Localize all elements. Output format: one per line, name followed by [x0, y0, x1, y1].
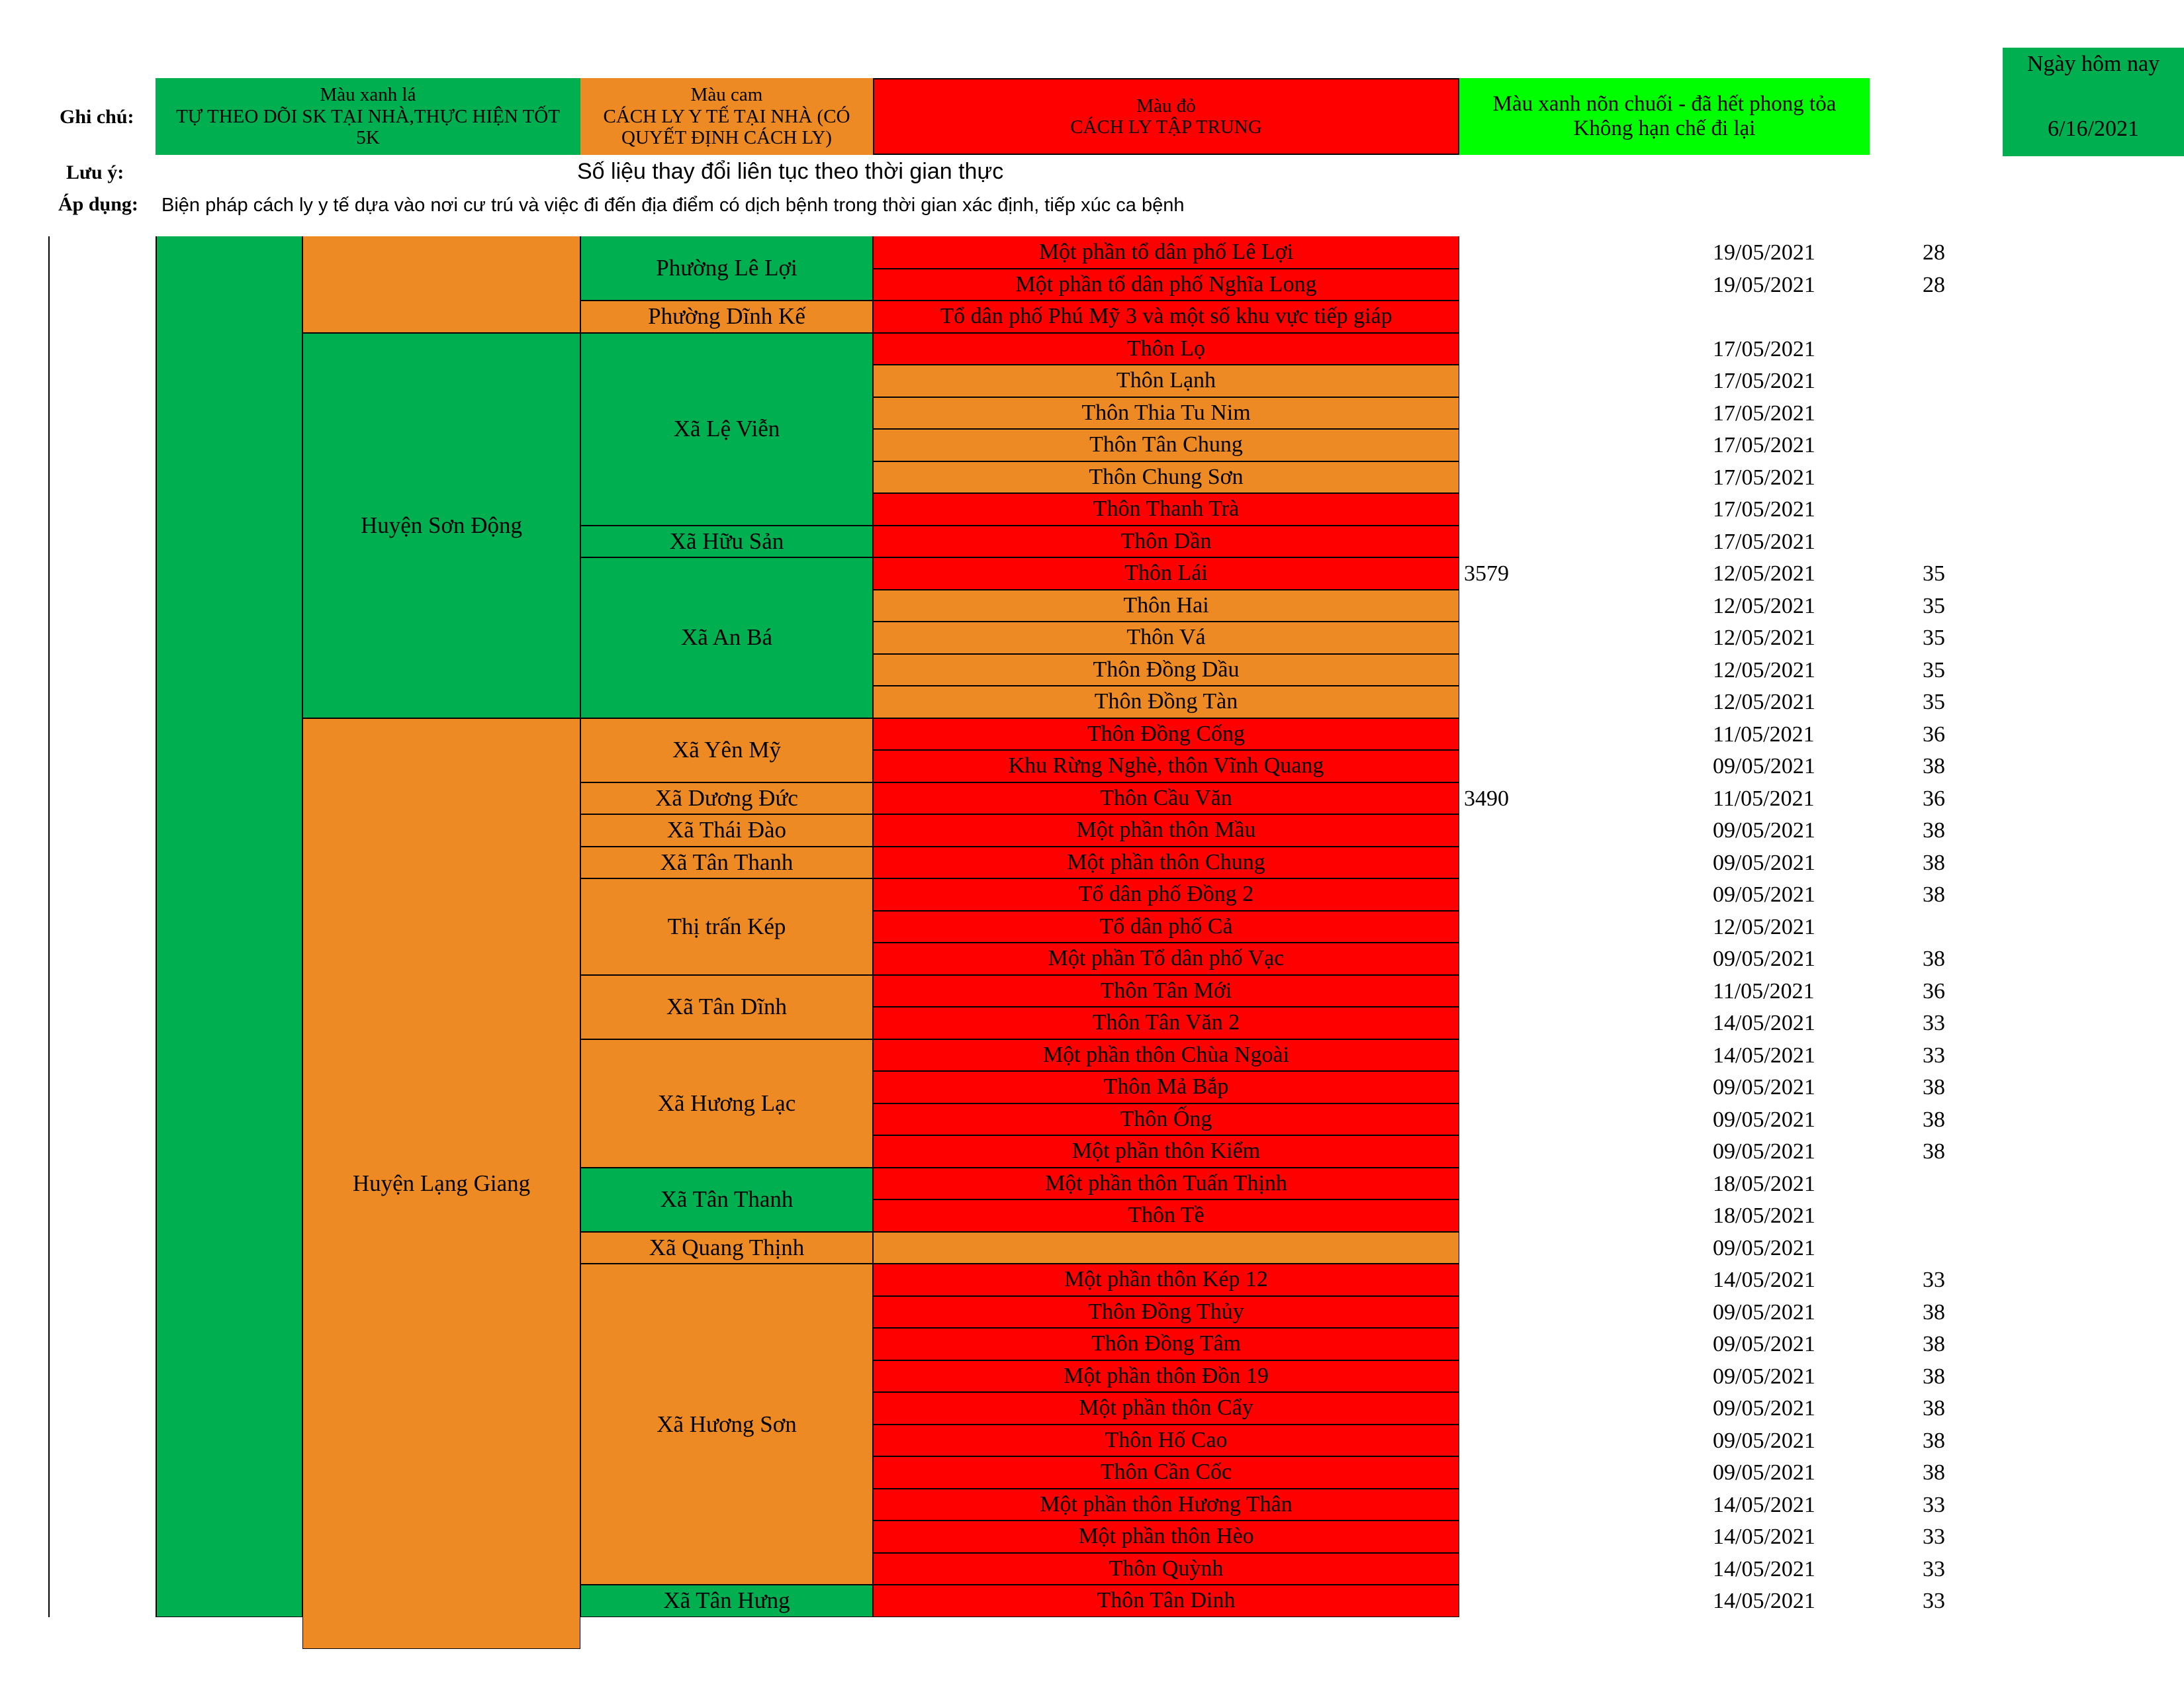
commune-cell: Xã Tân Thanh	[580, 847, 873, 879]
district-cell	[302, 236, 580, 333]
place-cell: Một phần thôn Hèo	[873, 1521, 1459, 1553]
days-count: 36	[1923, 786, 1945, 811]
days-count: 38	[1923, 1428, 1945, 1453]
commune-cell: Xã Thái Đào	[580, 814, 873, 847]
start-date: 11/05/2021	[1713, 978, 1815, 1004]
start-date: 09/05/2021	[1713, 882, 1815, 907]
ap-dung-label: Áp dụng:	[58, 193, 138, 215]
place-cell: Thôn Tân Dinh	[873, 1585, 1459, 1617]
place-cell: Một phần tổ dân phố Lê Lợi	[873, 236, 1459, 269]
commune-cell: Thị trấn Kép	[580, 878, 873, 975]
legend-red-desc: CÁCH LY TẬP TRUNG	[1070, 117, 1262, 138]
days-count: 35	[1923, 561, 1945, 586]
legend-lime-desc: Không hạn chế đi lại	[1573, 117, 1756, 140]
place-cell: Khu Rừng Nghè, thôn Vĩnh Quang	[873, 750, 1459, 782]
province-cell	[156, 236, 302, 1617]
ap-dung-text: Biện pháp cách ly y tế dựa vào nơi cư trú và việc đi đến địa điểm có dịch bệnh trong thời gian xác định, tiếp xúc ca bệnh	[161, 195, 1185, 216]
start-date: 14/05/2021	[1713, 1524, 1815, 1549]
place-cell: Thôn Hai	[873, 590, 1459, 622]
place-cell: Tổ dân phố Cả	[873, 911, 1459, 943]
start-date: 09/05/2021	[1713, 947, 1815, 971]
commune-cell: Xã Quang Thịnh	[580, 1232, 873, 1264]
place-cell: Thôn Quỳnh	[873, 1553, 1459, 1585]
legend-orange-desc: CÁCH LY Y TẾ TẠI NHÀ (CÓ QUYẾT ĐỊNH CÁCH LY)	[603, 105, 850, 149]
start-date: 14/05/2021	[1713, 1492, 1815, 1517]
place-cell: Thôn Ống	[873, 1103, 1459, 1136]
days-count: 28	[1923, 240, 1945, 265]
days-count: 38	[1923, 1299, 1945, 1325]
start-date: 18/05/2021	[1713, 1171, 1815, 1196]
commune-cell: Xã Tân Thanh	[580, 1168, 873, 1232]
legend-green-desc: TỰ THEO DÕI SK TẠI NHÀ,THỰC HIỆN TỐT 5K	[176, 105, 560, 149]
start-date: 17/05/2021	[1713, 497, 1815, 522]
start-date: 18/05/2021	[1713, 1203, 1815, 1228]
start-date: 09/05/2021	[1713, 1075, 1815, 1100]
commune-cell: Xã Yên Mỹ	[580, 718, 873, 782]
commune-cell: Xã Hữu Sản	[580, 526, 873, 558]
place-cell: Một phần thôn Kép 12	[873, 1264, 1459, 1296]
days-count: 28	[1923, 272, 1945, 297]
case-code: 3579	[1464, 561, 1509, 586]
days-count: 38	[1923, 850, 1945, 875]
start-date: 17/05/2021	[1713, 465, 1815, 490]
days-count: 38	[1923, 947, 1945, 971]
start-date: 14/05/2021	[1713, 1268, 1815, 1292]
days-count: 33	[1923, 1011, 1945, 1035]
left-border-line	[48, 236, 50, 1617]
place-cell: Thôn Cần Cốc	[873, 1456, 1459, 1489]
place-cell: Thôn Mả Bắp	[873, 1071, 1459, 1103]
days-count: 38	[1923, 1075, 1945, 1100]
days-count: 33	[1923, 1556, 1945, 1581]
days-count: 38	[1923, 1396, 1945, 1421]
place-cell: Thôn Hố Cao	[873, 1425, 1459, 1457]
start-date: 09/05/2021	[1713, 1364, 1815, 1389]
start-date: 09/05/2021	[1713, 1396, 1815, 1421]
days-count: 33	[1923, 1524, 1945, 1549]
start-date: 14/05/2021	[1713, 1556, 1815, 1581]
start-date: 19/05/2021	[1713, 240, 1815, 265]
place-cell: Một phần Tổ dân phố Vạc	[873, 943, 1459, 975]
place-cell: Thôn Lái	[873, 557, 1459, 590]
place-cell: Thôn Tề	[873, 1199, 1459, 1232]
place-cell	[873, 1232, 1459, 1264]
place-cell: Thôn Đồng Dầu	[873, 654, 1459, 686]
place-cell: Tổ dân phố Phú Mỹ 3 và một số khu vực tiếp giáp	[873, 301, 1459, 333]
commune-cell: Xã Hương Sơn	[580, 1264, 873, 1585]
place-cell: Thôn Chung Sơn	[873, 461, 1459, 494]
commune-cell: Xã Tân Dĩnh	[580, 975, 873, 1039]
days-count: 35	[1923, 690, 1945, 714]
case-code: 3490	[1464, 786, 1509, 811]
days-count: 38	[1923, 754, 1945, 778]
days-count: 33	[1923, 1043, 1945, 1068]
start-date: 09/05/2021	[1713, 1460, 1815, 1485]
place-cell: Thôn Tân Văn 2	[873, 1007, 1459, 1039]
start-date: 12/05/2021	[1713, 690, 1815, 714]
luu-y-label: Lưu ý:	[66, 162, 124, 183]
start-date: 14/05/2021	[1713, 1011, 1815, 1035]
days-count: 38	[1923, 1364, 1945, 1389]
start-date: 17/05/2021	[1713, 369, 1815, 393]
days-count: 36	[1923, 722, 1945, 747]
place-cell: Một phần thôn Hương Thân	[873, 1489, 1459, 1521]
commune-cell: Xã An Bá	[580, 557, 873, 718]
legend-lime-title: Màu xanh nõn chuối - đã hết phong tỏa	[1492, 92, 1837, 117]
start-date: 12/05/2021	[1713, 657, 1815, 682]
days-count: 38	[1923, 1460, 1945, 1485]
place-cell: Thôn Đồng Thủy	[873, 1296, 1459, 1329]
start-date: 11/05/2021	[1713, 722, 1815, 747]
place-cell: Thôn Dần	[873, 526, 1459, 558]
start-date: 14/05/2021	[1713, 1043, 1815, 1068]
place-cell: Thôn Thanh Trà	[873, 493, 1459, 526]
start-date: 14/05/2021	[1713, 1589, 1815, 1613]
commune-cell: Xã Tân Hưng	[580, 1585, 873, 1617]
place-cell: Thôn Tân Mới	[873, 975, 1459, 1008]
place-cell: Một phần thôn Cẩy	[873, 1392, 1459, 1425]
today-value: 6/16/2021	[2048, 116, 2139, 141]
place-cell: Thôn Đồng Tâm	[873, 1328, 1459, 1360]
place-cell: Thôn Đồng Tàn	[873, 686, 1459, 718]
legend-green-title: Màu xanh lá	[320, 84, 416, 106]
days-count: 33	[1923, 1589, 1945, 1613]
start-date: 09/05/2021	[1713, 1299, 1815, 1325]
days-count: 35	[1923, 657, 1945, 682]
start-date: 09/05/2021	[1713, 850, 1815, 875]
place-cell: Một phần thôn Tuấn Thịnh	[873, 1168, 1459, 1200]
place-cell: Thôn Lạnh	[873, 365, 1459, 397]
start-date: 19/05/2021	[1713, 272, 1815, 297]
place-cell: Một phần tổ dân phố Nghĩa Long	[873, 269, 1459, 301]
days-count: 38	[1923, 882, 1945, 907]
place-cell: Một phần thôn Kiểm	[873, 1135, 1459, 1168]
commune-cell: Phường Dĩnh Kế	[580, 301, 873, 333]
start-date: 12/05/2021	[1713, 626, 1815, 650]
today-label: Ngày hôm nay	[2026, 52, 2160, 76]
place-cell: Một phần thôn Đồn 19	[873, 1360, 1459, 1393]
start-date: 09/05/2021	[1713, 754, 1815, 778]
start-date: 11/05/2021	[1713, 786, 1815, 811]
start-date: 17/05/2021	[1713, 400, 1815, 426]
place-cell: Thôn Cầu Văn	[873, 782, 1459, 815]
days-count: 33	[1923, 1268, 1945, 1292]
days-count: 33	[1923, 1492, 1945, 1517]
start-date: 09/05/2021	[1713, 1332, 1815, 1356]
place-cell: Thôn Đồng Cống	[873, 718, 1459, 751]
district-cell: Huyện Lạng Giang	[302, 718, 580, 1650]
start-date: 09/05/2021	[1713, 1107, 1815, 1132]
commune-cell: Xã Dương Đức	[580, 782, 873, 815]
start-date: 12/05/2021	[1713, 593, 1815, 618]
start-date: 12/05/2021	[1713, 561, 1815, 586]
commune-cell: Phường Lê Lợi	[580, 236, 873, 301]
luu-y-text: Số liệu thay đổi liên tục theo thời gian thực	[577, 159, 1004, 184]
legend-red-title: Màu đỏ	[1136, 95, 1196, 117]
start-date: 09/05/2021	[1713, 1428, 1815, 1453]
start-date: 17/05/2021	[1713, 336, 1815, 361]
district-cell: Huyện Sơn Động	[302, 333, 580, 718]
commune-cell: Xã Lệ Viễn	[580, 333, 873, 526]
place-cell: Thôn Lọ	[873, 333, 1459, 365]
days-count: 38	[1923, 818, 1945, 843]
start-date: 09/05/2021	[1713, 818, 1815, 843]
start-date: 09/05/2021	[1713, 1235, 1815, 1260]
days-count: 36	[1923, 978, 1945, 1004]
start-date: 17/05/2021	[1713, 529, 1815, 554]
place-cell: Một phần thôn Mầu	[873, 814, 1459, 847]
start-date: 12/05/2021	[1713, 914, 1815, 939]
days-count: 38	[1923, 1139, 1945, 1164]
place-cell: Một phần thôn Chung	[873, 847, 1459, 879]
days-count: 35	[1923, 593, 1945, 618]
days-count: 38	[1923, 1332, 1945, 1356]
legend-orange-title: Màu cam	[690, 84, 763, 106]
days-count: 35	[1923, 626, 1945, 650]
place-cell: Tổ dân phố Đồng 2	[873, 878, 1459, 911]
days-count: 38	[1923, 1107, 1945, 1132]
place-cell: Thôn Tân Chung	[873, 429, 1459, 461]
place-cell: Thôn Vá	[873, 622, 1459, 654]
place-cell: Một phần thôn Chùa Ngoài	[873, 1039, 1459, 1072]
place-cell: Thôn Thia Tu Nim	[873, 397, 1459, 430]
commune-cell: Xã Hương Lạc	[580, 1039, 873, 1168]
start-date: 17/05/2021	[1713, 433, 1815, 457]
start-date: 09/05/2021	[1713, 1139, 1815, 1164]
note-label: Ghi chú:	[60, 106, 134, 128]
